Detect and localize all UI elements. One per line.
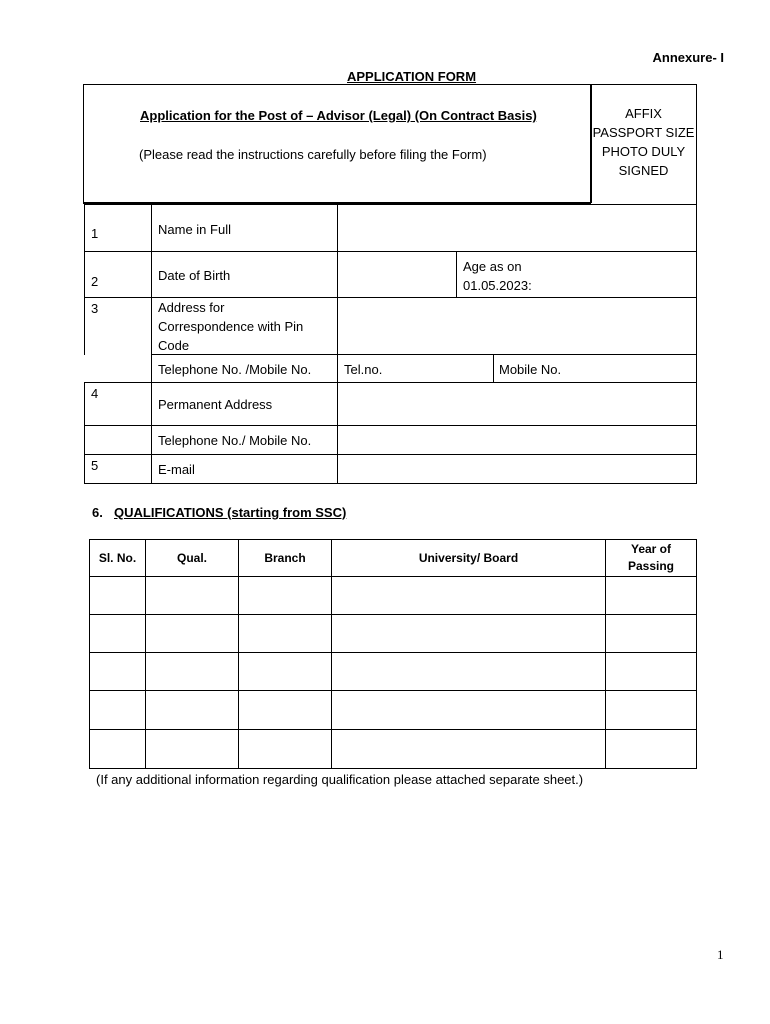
name-label: Name in Full	[158, 222, 231, 237]
tel-no-field[interactable]	[338, 355, 493, 382]
row-1-number: 1	[91, 226, 99, 241]
photo-line-1: AFFIX	[625, 106, 662, 121]
mobile-no-label: Mobile No.	[499, 362, 562, 377]
email-label: E-mail	[158, 462, 195, 477]
page-number: 1	[717, 947, 724, 962]
row-2-number: 2	[91, 274, 99, 289]
address-label-line-2: Correspondence with Pin	[158, 319, 304, 334]
dob-label: Date of Birth	[158, 268, 231, 283]
permanent-telephone-label: Telephone No./ Mobile No.	[158, 433, 312, 448]
post-title: Application for the Post of – Advisor (Legal) (On Contract Basis)	[140, 108, 537, 123]
table-row[interactable]	[90, 653, 696, 690]
correspondence-address-field[interactable]	[338, 298, 696, 354]
table-row[interactable]	[90, 577, 696, 614]
age-label	[463, 257, 532, 295]
dob-field[interactable]	[338, 252, 456, 297]
col-university-board: University/ Board	[418, 551, 519, 565]
name-field[interactable]	[338, 205, 696, 251]
row-3-number: 3	[91, 301, 99, 316]
photo-line-3: PHOTO DULY	[601, 144, 686, 159]
form-title: APPLICATION FORM	[347, 69, 477, 84]
photo-instructions	[591, 104, 696, 180]
row-5-number: 5	[91, 458, 99, 473]
email-field[interactable]	[338, 455, 696, 483]
address-label-line-3: Code	[158, 338, 190, 353]
table-row[interactable]	[90, 730, 696, 768]
qualifications-heading-number: 6.	[92, 505, 103, 520]
address-label-line-1: Address for	[158, 300, 225, 315]
qualifications-note: (If any additional information regarding qualification please attached separate sheet.)	[96, 772, 584, 787]
permanent-address-field[interactable]	[338, 383, 696, 425]
col-year-line-2: Passing	[627, 559, 675, 573]
photo-line-4: SIGNED	[618, 163, 669, 178]
age-label-line-2: 01.05.2023:	[463, 278, 532, 293]
telephone-label: Telephone No. /Mobile No.	[158, 362, 312, 377]
table-row[interactable]	[90, 691, 696, 729]
form-instruction: (Please read the instructions carefully before filing the Form)	[139, 147, 487, 162]
correspondence-address-label	[158, 298, 303, 355]
col-sl-no: Sl. No.	[98, 551, 137, 565]
photo-line-2: PASSPORT SIZE	[592, 125, 695, 140]
mobile-no-field[interactable]	[494, 355, 696, 382]
tel-no-label: Tel.no.	[344, 362, 383, 377]
col-qualification: Qual.	[176, 551, 207, 565]
table-row[interactable]	[90, 615, 696, 652]
permanent-telephone-field[interactable]	[338, 426, 696, 454]
col-year-of-passing	[606, 541, 696, 575]
qualifications-heading: QUALIFICATIONS (starting from SSC)	[114, 505, 347, 520]
permanent-address-label: Permanent Address	[158, 397, 273, 412]
col-branch: Branch	[264, 551, 306, 565]
age-label-line-1: Age as on	[463, 259, 522, 274]
row-4-number: 4	[91, 386, 99, 401]
col-year-line-1: Year of	[630, 542, 672, 556]
annexure-label: Annexure- I	[652, 50, 724, 65]
